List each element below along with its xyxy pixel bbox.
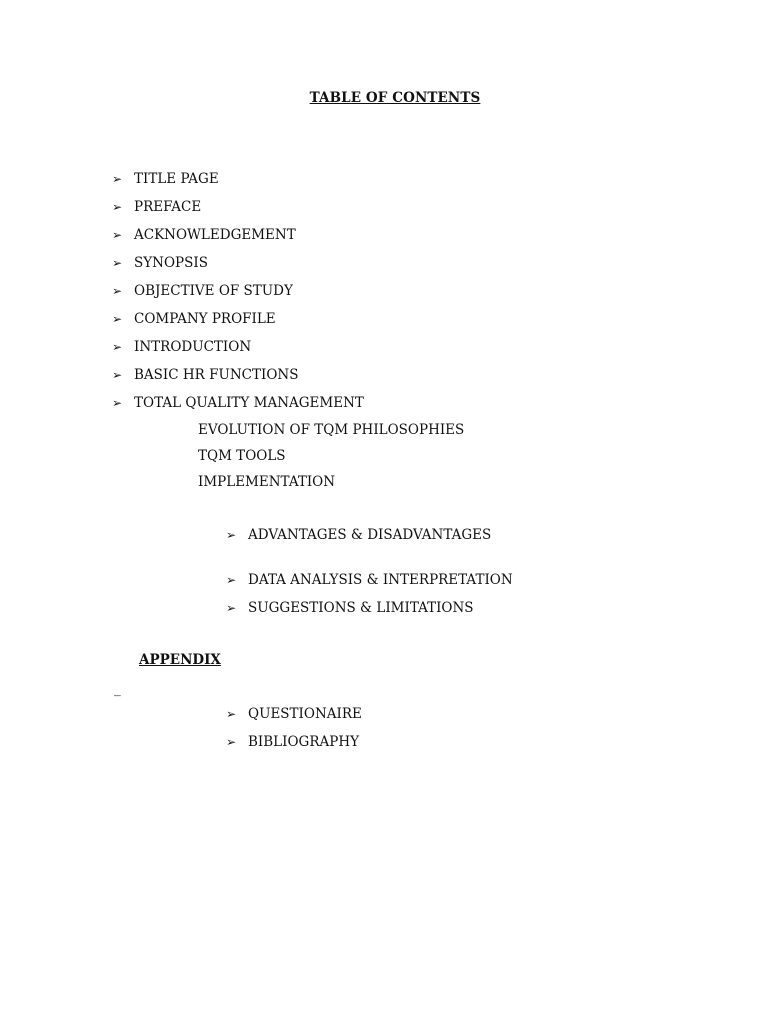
toc-item-label: INTRODUCTION: [134, 339, 252, 355]
toc-item-label: TOTAL QUALITY MANAGEMENT: [134, 395, 364, 411]
arrow-bullet-icon: ➢: [226, 573, 237, 587]
arrow-bullet-icon: ➢: [226, 735, 237, 749]
toc-item: [112, 394, 364, 412]
toc-item-label: BIBLIOGRAPHY: [248, 734, 360, 750]
toc-item: [112, 198, 201, 216]
arrow-bullet-icon: ➢: [112, 368, 123, 382]
arrow-bullet-icon: ➢: [112, 312, 123, 326]
toc-item-label: BASIC HR FUNCTIONS: [134, 367, 299, 383]
toc-subitem: IMPLEMENTATION: [198, 474, 336, 490]
toc-item-label: ACKNOWLEDGEMENT: [134, 227, 296, 243]
toc-item-label: OBJECTIVE OF STUDY: [134, 283, 293, 299]
toc-item: [112, 282, 293, 300]
arrow-bullet-icon: ➢: [112, 172, 123, 186]
toc-item: [226, 599, 474, 617]
toc-item: [112, 170, 219, 188]
toc-item-label: DATA ANALYSIS & INTERPRETATION: [248, 572, 513, 588]
toc-item: [112, 226, 296, 244]
toc-item: [226, 526, 491, 544]
arrow-bullet-icon: ➢: [226, 601, 237, 615]
toc-item-label: SYNOPSIS: [134, 255, 208, 271]
toc-item-label: COMPANY PROFILE: [134, 311, 276, 327]
toc-subitem: EVOLUTION OF TQM PHILOSOPHIES: [198, 422, 465, 438]
toc-item: [112, 338, 251, 356]
arrow-bullet-icon: ➢: [112, 340, 123, 354]
arrow-bullet-icon: ➢: [112, 200, 123, 214]
toc-item: [226, 705, 362, 723]
toc-item: [226, 733, 359, 751]
toc-subitem: TQM TOOLS: [198, 448, 286, 464]
toc-item-label: SUGGESTIONS & LIMITATIONS: [248, 600, 474, 616]
toc-heading: TABLE OF CONTENTS: [309, 90, 481, 106]
toc-item-label: PREFACE: [134, 199, 202, 215]
arrow-bullet-icon: ➢: [112, 396, 123, 410]
arrow-bullet-icon: ➢: [226, 707, 237, 721]
toc-item-label: ADVANTAGES & DISADVANTAGES: [248, 527, 492, 543]
arrow-bullet-icon: ➢: [112, 228, 123, 242]
toc-item: [112, 254, 208, 272]
toc-item: [112, 366, 298, 384]
toc-item-label: TITLE PAGE: [134, 171, 219, 187]
toc-item-label: QUESTIONAIRE: [248, 706, 362, 722]
toc-item: [226, 571, 513, 589]
toc-item: [112, 310, 276, 328]
appendix-heading: APPENDIX: [139, 652, 221, 668]
appendix-dash: _: [114, 681, 121, 697]
arrow-bullet-icon: ➢: [112, 284, 123, 298]
arrow-bullet-icon: ➢: [226, 528, 237, 542]
arrow-bullet-icon: ➢: [112, 256, 123, 270]
